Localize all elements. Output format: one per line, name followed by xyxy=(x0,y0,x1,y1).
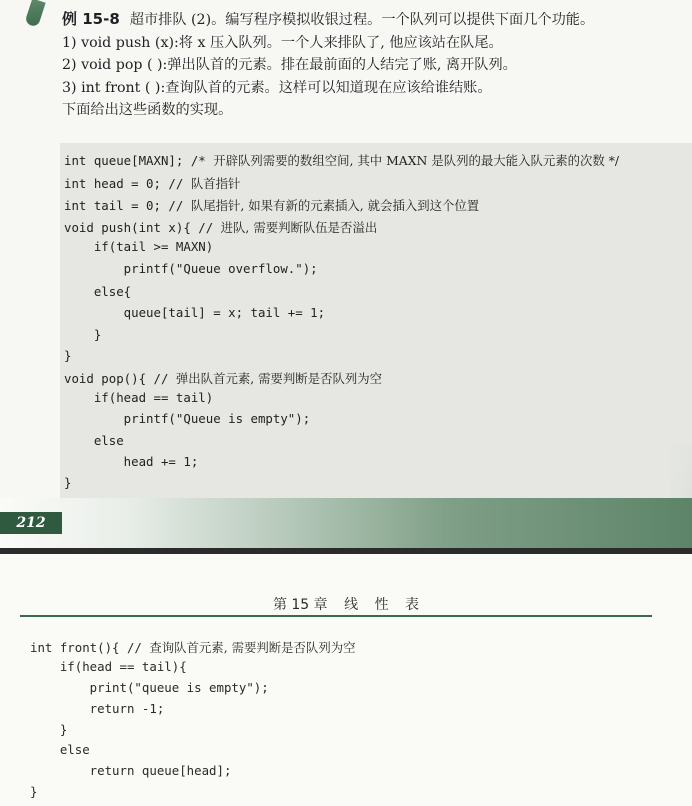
code-line: if(head == tail){ xyxy=(30,659,187,674)
example-label: 例 15-8 xyxy=(62,10,120,28)
code-line: return queue[head]; xyxy=(30,763,232,778)
code-line: } xyxy=(64,475,72,490)
chapter-title-char: 性 xyxy=(374,597,389,613)
book-page-bottom xyxy=(0,554,692,806)
code-line: queue[tail] = x; tail += 1; xyxy=(64,305,326,320)
code-line: print("queue is empty"); xyxy=(30,680,269,695)
code-line: } xyxy=(30,784,38,799)
code-line: else xyxy=(64,433,124,448)
page-footer-band xyxy=(0,498,692,548)
chapter-title-char: 线 xyxy=(344,597,359,613)
example-heading xyxy=(62,8,682,32)
item-push: 1) void push (x):将 x 压入队列。一个人来排队了, 他应该站在队尾。 xyxy=(62,34,503,51)
item-front: 3) int front ( ):查询队首的元素。这样可以知道现在应该给谁结账。 xyxy=(62,79,492,96)
example-intro xyxy=(62,8,682,122)
page-number: 212 xyxy=(0,512,62,534)
code-line: } xyxy=(30,722,68,737)
code-block xyxy=(60,143,692,498)
example-title: 超市排队 (2)。编写程序模拟收银过程。一个队列可以提供下面几个功能。 xyxy=(129,12,595,28)
code-block-2 xyxy=(0,554,692,806)
code-line: if(tail >= MAXN) xyxy=(64,239,214,254)
code-line: printf("Queue is empty"); xyxy=(64,411,311,426)
code-line: if(head == tail) xyxy=(64,390,214,405)
closing-text: 下面给出这些函数的实现。 xyxy=(62,102,233,118)
item-pop: 2) void pop ( ):弹出队首的元素。排在最前面的人结完了账, 离开队列。 xyxy=(62,57,517,73)
code-line: int queue[MAXN]; /* 开辟队列需要的数组空间, 其中 MAXN 是队列的最大能入队元素的次数 */ xyxy=(64,153,620,168)
code-line: void pop(){ // 弹出队首元素, 需要判断是否队列为空 xyxy=(64,371,383,386)
code-line: printf("Queue overflow."); xyxy=(64,261,318,276)
code-line: int front(){ // 查询队首元素, 需要判断是否队列为空 xyxy=(30,640,356,655)
code-line: head += 1; xyxy=(64,454,199,469)
chapter-number: 第 15 章 xyxy=(272,597,328,613)
code-line: return -1; xyxy=(30,701,165,716)
code-line: else xyxy=(30,742,90,757)
code-line: else{ xyxy=(64,284,132,299)
code-line: void push(int x){ // 进队, 需要判断队伍是否溢出 xyxy=(64,220,378,235)
corner-decoration xyxy=(24,0,45,28)
code-line: int head = 0; // 队首指针 xyxy=(64,176,241,191)
chapter-title-char: 表 xyxy=(405,597,420,613)
code-line: } xyxy=(64,327,102,342)
code-line: int tail = 0; // 队尾指针, 如果有新的元素插入, 就会插入到这个位置 xyxy=(64,198,480,213)
code-line: } xyxy=(64,348,72,363)
